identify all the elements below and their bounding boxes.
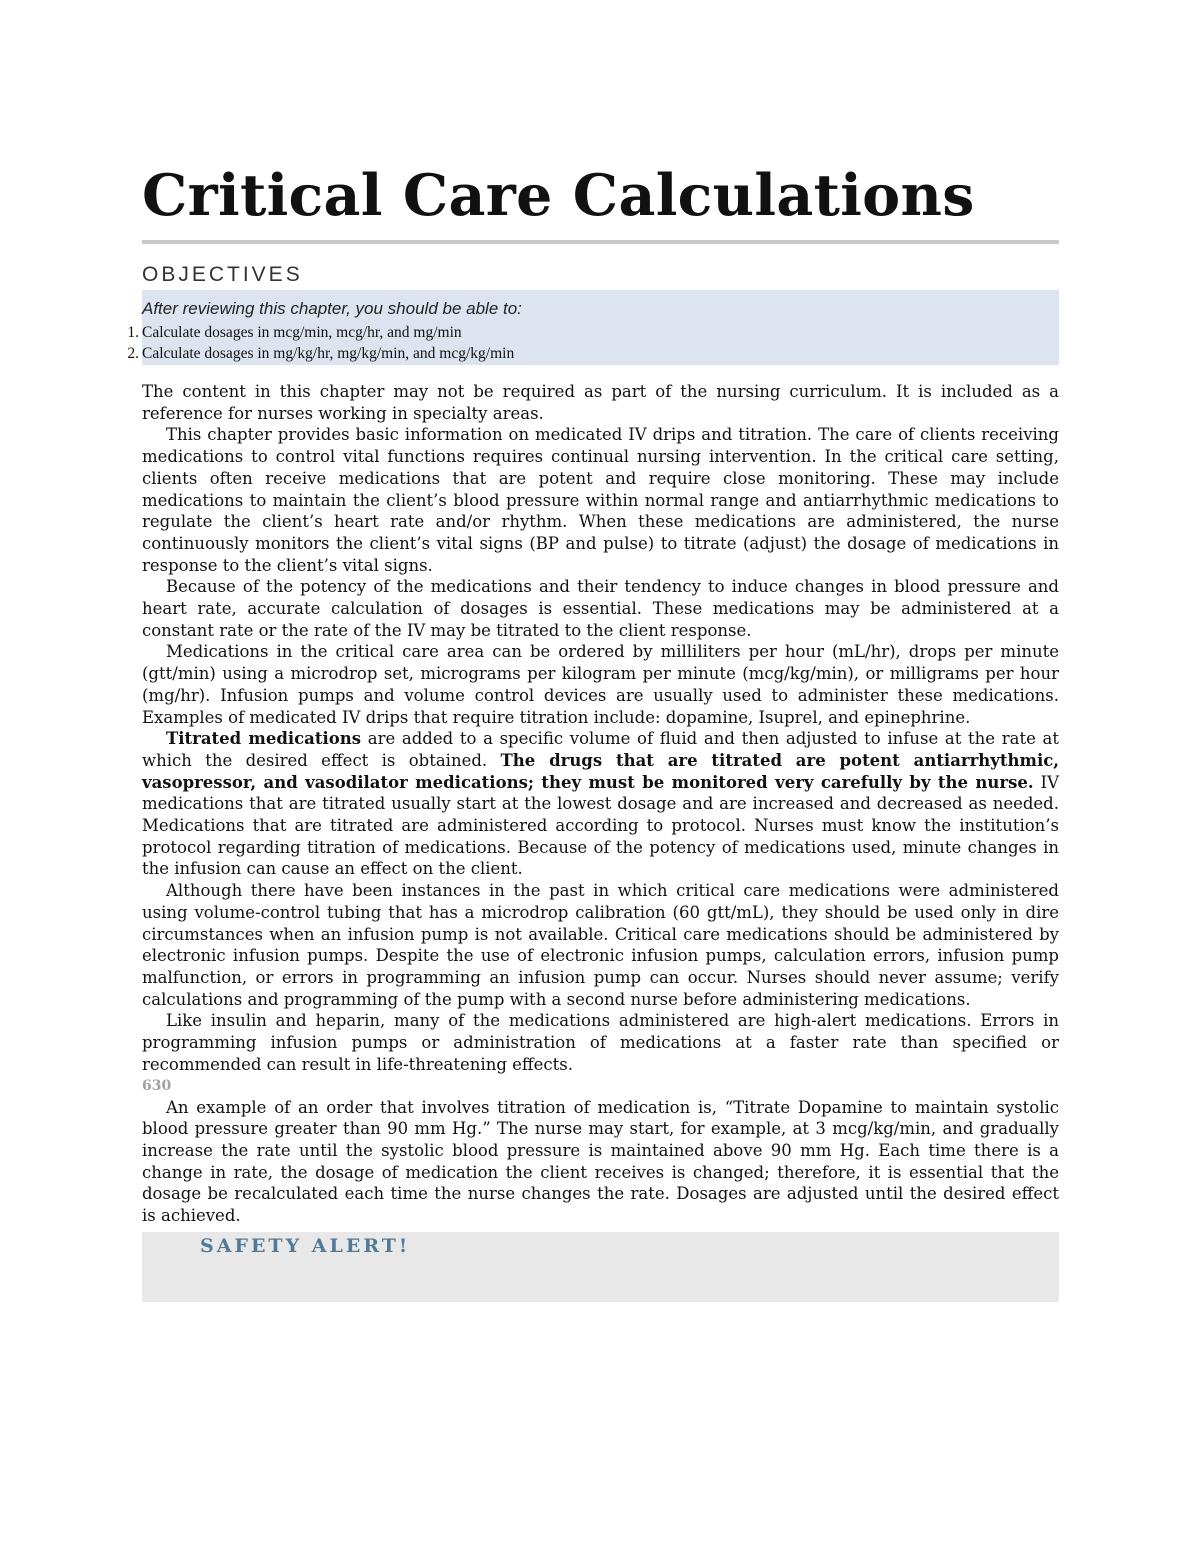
paragraph-text: are added to a specific volume of fluid and then adjusted to infuse at the rate at which the desired effect is obtained.: [142, 729, 1059, 770]
chapter-body: [142, 381, 1059, 1227]
chapter-title: Critical Care Calculations: [142, 162, 975, 229]
paragraph-text: IV medications that are titrated usually start at the lowest dosage and are increased and decreased as needed. Medications that are titrated are administered according to protocol. Nurses must know the institution’s protocol regarding titration of medications. Because of the potency of medications used, minute changes in the infusion can cause an effect on the client.: [142, 772, 1059, 879]
safety-alert-box: [142, 1232, 1059, 1302]
paragraph-infusion-pumps: Although there have been instances in the past in which critical care medications were administered using volume-control tubing that has a microdrop calibration (60 gtt/mL), they should be used only in dire circumstances when an infusion pump is not available. Critical care medications should be administered by electronic infusion pumps. Despite the use of electronic infusion pumps, calculation errors, infusion pump malfunction, or errors in programming an infusion pump can occur. Nurses should never assume; verify calculations and programming of the pump with a second nurse before administering medications.: [142, 881, 1059, 1009]
objective-number: 2.: [127, 345, 139, 362]
objective-item: [127, 343, 1059, 364]
objectives-heading: OBJECTIVES: [142, 263, 303, 286]
paragraph-high-alert: Like insulin and heparin, many of the medications administered are high-alert medications. Errors in programming infusion pumps or administration of medications at a faster rate than specified or recommended can result in life-threatening effects.: [142, 1011, 1059, 1074]
objective-text: Calculate dosages in mcg/min, mcg/hr, and mg/min: [142, 324, 462, 341]
paragraph-drips-titration: This chapter provides basic information on medicated IV drips and titration. The care of clients receiving medications to control vital functions requires continual nursing intervention. In the critical care setting, clients often receive medications that are potent and require close monitoring. These may include medications to maintain the client’s blood pressure within normal range and antiarrhythmic medications to regulate the client’s heart rate and/or rhythm. When these medications are administered, the nurse continuously monitors the client’s vital signs (BP and pulse) to titrate (adjust) the dosage of medications in response to the client’s vital signs.: [142, 425, 1059, 575]
objective-text: Calculate dosages in mg/kg/hr, mg/kg/min, and mcg/kg/min: [142, 345, 515, 362]
safety-alert-label: SAFETY ALERT!: [200, 1234, 411, 1257]
paragraph-ordering-units: Medications in the critical care area can be ordered by milliliters per hour (mL/hr), drops per minute (gtt/min) using a microdrop set, micrograms per kilogram per minute (mcg/kg/min), or milligrams per hour (mg/hr). Infusion pumps and volume control devices are usually used to administer these medications. Examples of medicated IV drips that require titration include: dopamine, Isuprel, and epinephrine.: [142, 642, 1059, 727]
objectives-intro: After reviewing this chapter, you should be able to:: [142, 299, 522, 318]
bold-term-titrated-medications: Titrated medications: [166, 729, 362, 749]
objectives-box: [127, 290, 1059, 365]
objective-item: [127, 322, 1059, 343]
paragraph-intro: The content in this chapter may not be required as part of the nursing curriculum. It is included as a reference for nurses working in specialty areas.: [142, 382, 1059, 423]
paragraph-titration-example: An example of an order that involves titration of medication is, “Titrate Dopamine to maintain systolic blood pressure greater than 90 mm Hg.” The nurse may start, for example, at 3 mcg/kg/min, and gradually increase the rate until the systolic blood pressure is maintained above 90 mm Hg. Each time there is a change in rate, the dosage of medication the client receives is changed; therefore, it is essential that the dosage be recalculated each time the nurse changes the rate. Dosages are adjusted until the desired effect is achieved.: [142, 1097, 1059, 1226]
title-divider: [142, 240, 1059, 244]
bold-warning: The drugs that are titrated are potent antiarrhythmic, vasopressor, and vasodilator medications; they must be monitored very carefully by the nurse.: [142, 750, 1060, 792]
page-number: 630: [142, 1077, 172, 1094]
objectives-list: [127, 322, 1059, 364]
objective-number: 1.: [127, 324, 139, 341]
document-page: [127, 160, 1060, 1302]
paragraph-potency: Because of the potency of the medications and their tendency to induce changes in blood pressure and heart rate, accurate calculation of dosages is essential. These medications may be administered at a constant rate or the rate of the IV may be titrated to the client response.: [142, 577, 1059, 640]
paragraph-titrated-medications: [142, 728, 1059, 880]
